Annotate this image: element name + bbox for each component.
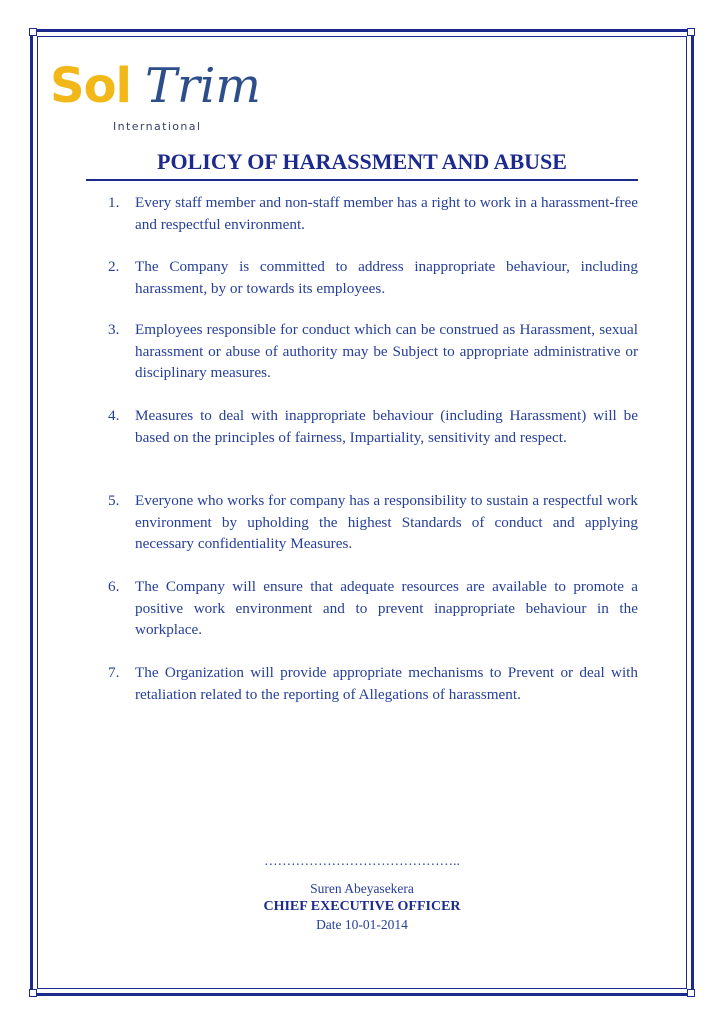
policy-item-7 [108, 662, 638, 705]
policy-item-text: Everyone who works for company has a responsibility to sustain a respectful work environment by upholding the highest Standards of conduct and applying necessary confidentiality Measures. [135, 492, 638, 552]
signature-line: …………………………………….. [264, 853, 460, 868]
policy-item-text: The Company is committed to address inappropriate behaviour, including harassment, by or towards its employees. [135, 258, 638, 297]
policy-item-text: Measures to deal with inappropriate behaviour (including Harassment) will be based on the principles of fairness, Impartiality, sensitivity and respect. [135, 407, 638, 446]
document-title: POLICY OF HARASSMENT AND ABUSE [157, 149, 567, 174]
border-corner-bottom-left [29, 989, 37, 997]
policy-item-3 [108, 319, 638, 384]
policy-item-number: 4. [108, 407, 120, 424]
signature-date: Date 10-01-2014 [316, 917, 408, 932]
policy-item-number: 7. [108, 664, 120, 681]
logo-subtitle: International [113, 120, 202, 133]
policy-item-5 [108, 490, 638, 555]
border-corner-top-left [29, 28, 37, 36]
policy-item-number: 2. [108, 258, 120, 275]
signature-block [212, 852, 512, 934]
policy-item-number: 5. [108, 492, 120, 509]
policy-item-6 [108, 576, 638, 641]
policy-item-text: Employees responsible for conduct which can be construed as Harassment, sexual harassment or abuse of authority may be Subject to appropriate administrative or disciplinary measures. [135, 321, 638, 381]
border-corner-top-right [687, 28, 695, 36]
title-underline [86, 179, 638, 181]
signatory-name: Suren Abeyasekera [310, 881, 414, 896]
signatory-title: CHIEF EXECUTIVE OFFICER [263, 899, 461, 914]
company-logo [50, 58, 280, 138]
policy-item-text: The Organization will provide appropriate mechanisms to Prevent or deal with retaliation related to the reporting of Allegations of harassment. [135, 664, 638, 703]
policy-item-text: Every staff member and non-staff member has a right to work in a harassment-free and respectful environment. [135, 194, 638, 233]
border-corner-bottom-right [687, 989, 695, 997]
policy-item-number: 6. [108, 578, 120, 595]
policy-item-number: 3. [108, 321, 120, 338]
policy-item-number: 1. [108, 194, 120, 211]
policy-item-text: The Company will ensure that adequate resources are available to promote a positive work environment and to prevent inappropriate behaviour in the workplace. [135, 578, 638, 638]
logo-trim-text: Trim [145, 58, 261, 114]
policy-item-1 [108, 192, 638, 235]
logo-sol-text: Sol [50, 58, 131, 114]
policy-item-4 [108, 405, 638, 448]
policy-item-2 [108, 256, 638, 299]
